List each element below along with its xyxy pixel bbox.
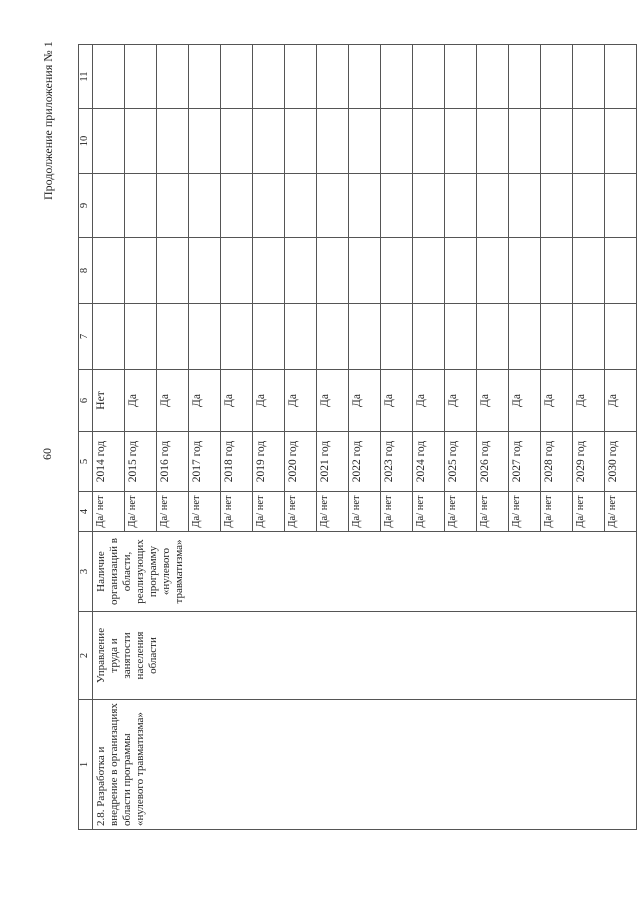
empty-cell xyxy=(413,304,445,370)
value-cell: Да xyxy=(285,370,317,432)
unit-cell: Да/ нет xyxy=(349,492,381,532)
empty-cell xyxy=(509,174,541,238)
empty-cell xyxy=(477,109,509,174)
empty-cell xyxy=(253,174,285,238)
empty-cell xyxy=(541,174,573,238)
unit-cell: Да/ нет xyxy=(221,492,253,532)
empty-cell xyxy=(285,45,317,109)
unit-cell: Да/ нет xyxy=(125,492,157,532)
column-number: 1 xyxy=(79,700,93,830)
empty-cell xyxy=(189,174,221,238)
year-cell: 2025 год xyxy=(445,432,477,492)
empty-cell xyxy=(349,174,381,238)
empty-cell xyxy=(381,304,413,370)
empty-cell xyxy=(605,109,637,174)
empty-cell xyxy=(125,109,157,174)
empty-cell xyxy=(125,174,157,238)
value-cell: Да xyxy=(189,370,221,432)
empty-cell xyxy=(477,304,509,370)
unit-cell: Да/ нет xyxy=(93,492,125,532)
empty-cell xyxy=(605,45,637,109)
unit-cell: Да/ нет xyxy=(541,492,573,532)
empty-cell xyxy=(413,238,445,304)
empty-cell xyxy=(317,238,349,304)
empty-cell xyxy=(157,45,189,109)
empty-cell xyxy=(285,304,317,370)
empty-cell xyxy=(477,45,509,109)
empty-cell xyxy=(349,238,381,304)
year-cell: 2029 год xyxy=(573,432,605,492)
column-number: 7 xyxy=(79,304,93,370)
empty-cell xyxy=(477,174,509,238)
empty-cell xyxy=(573,109,605,174)
empty-cell xyxy=(605,238,637,304)
empty-cell xyxy=(317,45,349,109)
empty-cell xyxy=(285,174,317,238)
value-cell: Да xyxy=(221,370,253,432)
empty-cell xyxy=(349,45,381,109)
year-cell: 2021 год xyxy=(317,432,349,492)
unit-cell: Да/ нет xyxy=(413,492,445,532)
empty-cell xyxy=(221,174,253,238)
empty-cell xyxy=(253,45,285,109)
empty-cell xyxy=(221,45,253,109)
value-cell: Да xyxy=(253,370,285,432)
column-number: 11 xyxy=(79,45,93,109)
empty-cell xyxy=(413,109,445,174)
empty-cell xyxy=(381,109,413,174)
year-cell: 2028 год xyxy=(541,432,573,492)
empty-cell xyxy=(381,174,413,238)
year-cell: 2016 год xyxy=(157,432,189,492)
empty-cell xyxy=(125,304,157,370)
empty-cell xyxy=(573,238,605,304)
empty-cell xyxy=(413,45,445,109)
unit-cell: Да/ нет xyxy=(509,492,541,532)
empty-cell xyxy=(189,304,221,370)
year-cell: 2022 год xyxy=(349,432,381,492)
unit-cell: Да/ нет xyxy=(445,492,477,532)
column-number: 5 xyxy=(79,432,93,492)
executor-cell: Управление труда и занятости населения области xyxy=(93,612,637,700)
unit-cell: Да/ нет xyxy=(381,492,413,532)
empty-cell xyxy=(157,304,189,370)
empty-cell xyxy=(573,304,605,370)
empty-cell xyxy=(157,238,189,304)
empty-cell xyxy=(605,304,637,370)
year-cell: 2015 год xyxy=(125,432,157,492)
empty-cell xyxy=(253,238,285,304)
unit-cell: Да/ нет xyxy=(253,492,285,532)
value-cell: Да xyxy=(509,370,541,432)
empty-cell xyxy=(317,174,349,238)
empty-cell xyxy=(93,109,125,174)
unit-cell: Да/ нет xyxy=(477,492,509,532)
empty-cell xyxy=(573,174,605,238)
value-cell: Да xyxy=(477,370,509,432)
unit-cell: Да/ нет xyxy=(157,492,189,532)
empty-cell xyxy=(445,174,477,238)
year-cell: 2020 год xyxy=(285,432,317,492)
empty-cell xyxy=(509,238,541,304)
empty-cell xyxy=(221,109,253,174)
empty-cell xyxy=(189,45,221,109)
empty-cell xyxy=(93,174,125,238)
column-number: 4 xyxy=(79,492,93,532)
column-number: 10 xyxy=(79,109,93,174)
value-cell: Да xyxy=(317,370,349,432)
value-cell: Да xyxy=(381,370,413,432)
empty-cell xyxy=(349,304,381,370)
empty-cell xyxy=(445,304,477,370)
value-cell: Да xyxy=(541,370,573,432)
year-cell: 2026 год xyxy=(477,432,509,492)
column-number: 2 xyxy=(79,612,93,700)
empty-cell xyxy=(381,238,413,304)
empty-cell xyxy=(541,45,573,109)
empty-cell xyxy=(605,174,637,238)
table-row xyxy=(93,45,125,830)
empty-cell xyxy=(221,304,253,370)
empty-cell xyxy=(541,238,573,304)
unit-cell: Да/ нет xyxy=(317,492,349,532)
value-cell: Да xyxy=(413,370,445,432)
empty-cell xyxy=(93,238,125,304)
page-number: 60 xyxy=(40,448,54,460)
empty-cell xyxy=(509,304,541,370)
table-body xyxy=(79,45,637,830)
value-cell: Да xyxy=(605,370,637,432)
empty-cell xyxy=(381,45,413,109)
value-cell: Да xyxy=(125,370,157,432)
empty-cell xyxy=(541,109,573,174)
column-number: 6 xyxy=(79,370,93,432)
empty-cell xyxy=(445,238,477,304)
column-number: 9 xyxy=(79,174,93,238)
empty-cell xyxy=(189,238,221,304)
empty-cell xyxy=(253,109,285,174)
empty-cell xyxy=(285,238,317,304)
empty-cell xyxy=(93,45,125,109)
empty-cell xyxy=(509,109,541,174)
empty-cell xyxy=(285,109,317,174)
empty-cell xyxy=(189,109,221,174)
empty-cell xyxy=(253,304,285,370)
empty-cell xyxy=(317,109,349,174)
unit-cell: Да/ нет xyxy=(285,492,317,532)
value-cell: Да xyxy=(157,370,189,432)
measure-cell: 2.8. Разработка и внедрение в организациях области программы «нулевого травматизма» xyxy=(93,700,637,830)
value-cell: Нет xyxy=(93,370,125,432)
year-cell: 2017 год xyxy=(189,432,221,492)
year-cell: 2027 год xyxy=(509,432,541,492)
column-number: 8 xyxy=(79,238,93,304)
empty-cell xyxy=(221,238,253,304)
value-cell: Да xyxy=(573,370,605,432)
empty-cell xyxy=(573,45,605,109)
appendix-label: Продолжение приложения № 1 xyxy=(41,41,55,200)
value-cell: Да xyxy=(349,370,381,432)
unit-cell: Да/ нет xyxy=(605,492,637,532)
empty-cell xyxy=(349,109,381,174)
value-cell: Да xyxy=(445,370,477,432)
year-cell: 2019 год xyxy=(253,432,285,492)
empty-cell xyxy=(125,45,157,109)
empty-cell xyxy=(445,109,477,174)
unit-cell: Да/ нет xyxy=(189,492,221,532)
empty-cell xyxy=(125,238,157,304)
empty-cell xyxy=(509,45,541,109)
empty-cell xyxy=(413,174,445,238)
unit-cell: Да/ нет xyxy=(573,492,605,532)
empty-cell xyxy=(541,304,573,370)
year-cell: 2014 год xyxy=(93,432,125,492)
empty-cell xyxy=(445,45,477,109)
empty-cell xyxy=(157,174,189,238)
indicators-table xyxy=(78,44,637,830)
column-number: 3 xyxy=(79,532,93,612)
empty-cell xyxy=(93,304,125,370)
year-cell: 2030 год xyxy=(605,432,637,492)
empty-cell xyxy=(477,238,509,304)
empty-cell xyxy=(317,304,349,370)
column-number-row xyxy=(79,45,93,830)
year-cell: 2023 год xyxy=(381,432,413,492)
year-cell: 2018 год xyxy=(221,432,253,492)
empty-cell xyxy=(157,109,189,174)
year-cell: 2024 год xyxy=(413,432,445,492)
indicator-cell: Наличие организаций в области, реализующих программу «нулевого травматизма» xyxy=(93,532,637,612)
